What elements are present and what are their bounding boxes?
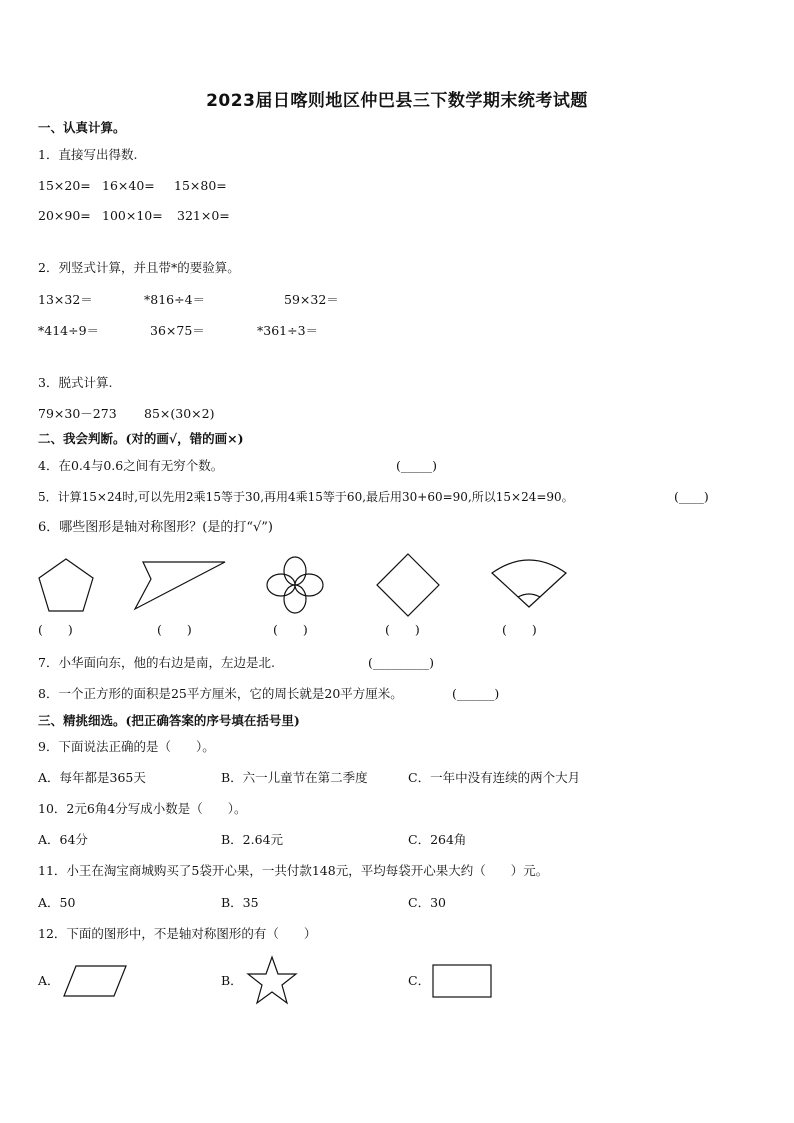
rectangle-icon [431, 963, 493, 999]
q11-option-c[interactable]: C．30 [408, 895, 446, 910]
page-title: 2023届日喀则地区仲巴县三下数学期末统考试题 [206, 91, 588, 111]
q3-label: 3．脱式计算. [38, 375, 113, 390]
section2-heading: 二、我会判断。(对的画√，错的画×) [38, 431, 244, 446]
q12-option-c[interactable]: C． [408, 973, 431, 988]
q6-answer-bracket[interactable]: ( ) [385, 622, 420, 637]
triangle-icon [133, 561, 228, 611]
q1-expr: 100×10= [102, 208, 163, 223]
q12-text: 12．下面的图形中，不是轴对称图形的有（ ） [38, 926, 317, 941]
q5-text: 5．计算15×24时,可以先用2乘15等于30,再用4乘15等于60,最后用30+60=90,所以15×24=90。 [38, 490, 574, 504]
q1-expr: 321×0= [177, 208, 230, 223]
q2-label: 2．列竖式计算，并且带*的要验算。 [38, 260, 240, 275]
q6-answer-bracket[interactable]: ( ) [157, 622, 192, 637]
q10-option-b[interactable]: B．2.64元 [221, 832, 284, 847]
q2-expr: 36×75＝ [150, 323, 205, 338]
q1-label: 1．直接写出得数. [38, 147, 138, 162]
parallelogram-icon [62, 964, 128, 998]
q3-expr: 79×30－273 [38, 406, 117, 421]
q10-text: 10．2元6角4分写成小数是（ ）。 [38, 801, 247, 816]
q1-expr: 16×40= [102, 178, 155, 193]
q6-answer-bracket[interactable]: ( ) [273, 622, 308, 637]
q10-option-c[interactable]: C．264角 [408, 832, 467, 847]
q5-answer-blank[interactable]: (____) [674, 489, 709, 504]
q11-option-a[interactable]: A．50 [38, 895, 76, 910]
q10-option-a[interactable]: A．64分 [38, 832, 88, 847]
q6-answer-bracket[interactable]: ( ) [38, 622, 73, 637]
q2-expr: *816÷4＝ [144, 292, 206, 307]
q12-option-b[interactable]: B． [221, 973, 243, 988]
four-leaf-icon [266, 556, 324, 614]
q9-option-a[interactable]: A．每年都是365天 [38, 770, 146, 785]
star-icon [246, 955, 298, 1005]
section1-heading: 一、认真计算。 [38, 120, 126, 135]
q2-expr: 13×32＝ [38, 292, 93, 307]
q7-text: 7．小华面向东，他的右边是南，左边是北. [38, 655, 275, 670]
q11-text: 11．小王在淘宝商城购买了5袋开心果，一共付款148元，平均每袋开心果大约（ ）元。 [38, 863, 549, 878]
q11-option-b[interactable]: B．35 [221, 895, 259, 910]
q7-answer-blank[interactable]: (_________) [368, 655, 435, 670]
q9-option-c[interactable]: C．一年中没有连续的两个大月 [408, 770, 581, 785]
q6-answer-bracket[interactable]: ( ) [502, 622, 537, 637]
q8-text: 8．一个正方形的面积是25平方厘米，它的周长就是20平方厘米。 [38, 686, 403, 701]
q1-expr: 15×80= [174, 178, 227, 193]
pentagon-icon [36, 557, 96, 613]
q1-expr: 15×20= [38, 178, 91, 193]
q4-answer-blank[interactable]: (_____) [396, 458, 438, 473]
diamond-icon [375, 552, 441, 618]
q2-expr: *361÷3＝ [257, 323, 319, 338]
section3-heading: 三、精挑细选。(把正确答案的序号填在括号里) [38, 713, 300, 728]
q3-expr: 85×(30×2) [144, 406, 215, 421]
q6-text: 6．哪些图形是轴对称图形？(是的打“√”) [38, 520, 273, 535]
q12-option-a[interactable]: A． [38, 973, 60, 988]
q1-expr: 20×90= [38, 208, 91, 223]
q2-expr: *414÷9＝ [38, 323, 100, 338]
q9-option-b[interactable]: B．六一儿童节在第二季度 [221, 770, 368, 785]
q9-text: 9．下面说法正确的是（ ）。 [38, 739, 215, 754]
q8-answer-blank[interactable]: (______) [452, 686, 500, 701]
fan-icon [490, 555, 568, 611]
q2-expr: 59×32＝ [284, 292, 339, 307]
q4-text: 4．在0.4与0.6之间有无穷个数。 [38, 458, 224, 473]
